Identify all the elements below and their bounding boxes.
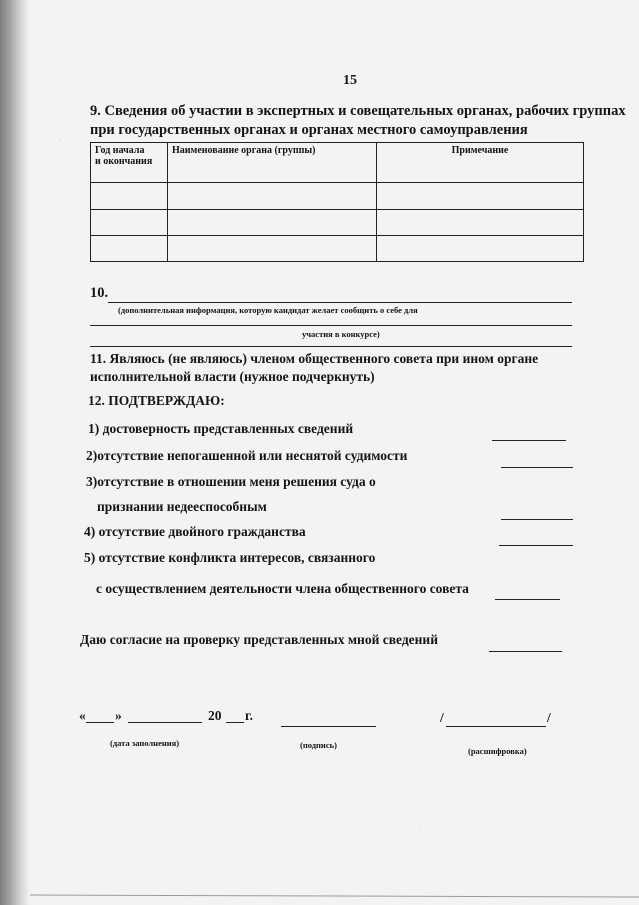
section12-title: 12. ПОДТВЕРЖДАЮ: [88,393,225,408]
decode-line[interactable] [446,726,546,727]
table-cell[interactable] [377,209,584,235]
confirm-item-2-signature-line[interactable] [501,467,573,468]
table-row [91,209,584,235]
section9-title-line1: 9. Сведения об участии в экспертных и совещательных органах, рабочих группах [90,103,626,119]
table-cell[interactable] [377,183,584,209]
consent-signature-line[interactable] [489,651,562,652]
caption-date: (дата заполнения) [110,738,180,748]
section10-number: 10. [90,285,109,301]
section11-line1: 11. Являюсь (не являюсь) членом общественного совета при ином органе [90,351,539,366]
section10-line3[interactable] [90,346,572,347]
table-header-row [91,143,584,183]
confirm-item-3-line2: признании недееспособным [97,499,267,514]
confirm-item-5-line2: с осуществлением деятельности члена общественного совета [96,581,469,596]
confirm-item-3-line1: 3)отсутствие в отношении меня решения суда о [86,474,376,489]
confirm-item-1: 1) достоверность представленных сведений [88,421,354,436]
table-row [91,235,584,261]
header-organ-name: Наименование органа (группы) [168,143,377,183]
date-month-line[interactable] [128,722,202,723]
table-cell[interactable] [91,235,168,261]
date-day-line[interactable] [86,722,114,723]
date-year-line[interactable] [226,722,244,723]
confirm-item-4-signature-line[interactable] [499,545,573,546]
page-number: 15 [343,73,357,88]
confirm-item-5-signature-line[interactable] [495,599,560,600]
section10-caption2: участия в конкурсе) [302,329,380,339]
section10-line1[interactable] [108,302,572,303]
table-cell[interactable] [91,183,168,209]
confirm-item-3-signature-line[interactable] [501,519,573,520]
section10-caption1: (дополнительная информация, которую кандидат желает сообщить о себе для [118,305,418,315]
header-note: Примечание [377,143,584,183]
table-cell[interactable] [168,209,377,235]
section9-title-line2: при государственных органах и органах местного самоуправления [90,122,528,138]
date-year-suffix: г. [245,708,253,723]
section10-line2[interactable] [90,325,572,326]
decode-slash-right: / [547,710,551,725]
date-year-prefix: 20 [208,708,222,723]
table-row [91,183,584,209]
table-cell[interactable] [377,235,584,261]
date-close-quote: » [115,708,122,723]
caption-signature: (подпись) [300,740,337,750]
table-cell[interactable] [91,209,168,235]
confirm-item-2: 2)отсутствие непогашенной или неснятой судимости [86,448,408,463]
decode-slash-left: / [440,710,444,725]
header-years: Год начала и окончания [91,143,168,183]
confirm-item-5-line1: 5) отсутствие конфликта интересов, связанного [84,550,376,565]
date-open-quote: « [79,708,86,723]
consent-text: Даю согласие на проверку представленных мной сведений [80,632,438,647]
section11-line2: исполнительной власти (нужное подчеркнуть) [90,369,375,384]
table-cell[interactable] [168,183,377,209]
participation-table [90,142,584,262]
confirm-item-1-signature-line[interactable] [492,440,566,441]
confirm-item-4: 4) отсутствие двойного гражданства [84,524,306,539]
caption-decode: (расшифровка) [468,746,527,756]
signature-line[interactable] [281,726,376,727]
table-cell[interactable] [168,235,377,261]
